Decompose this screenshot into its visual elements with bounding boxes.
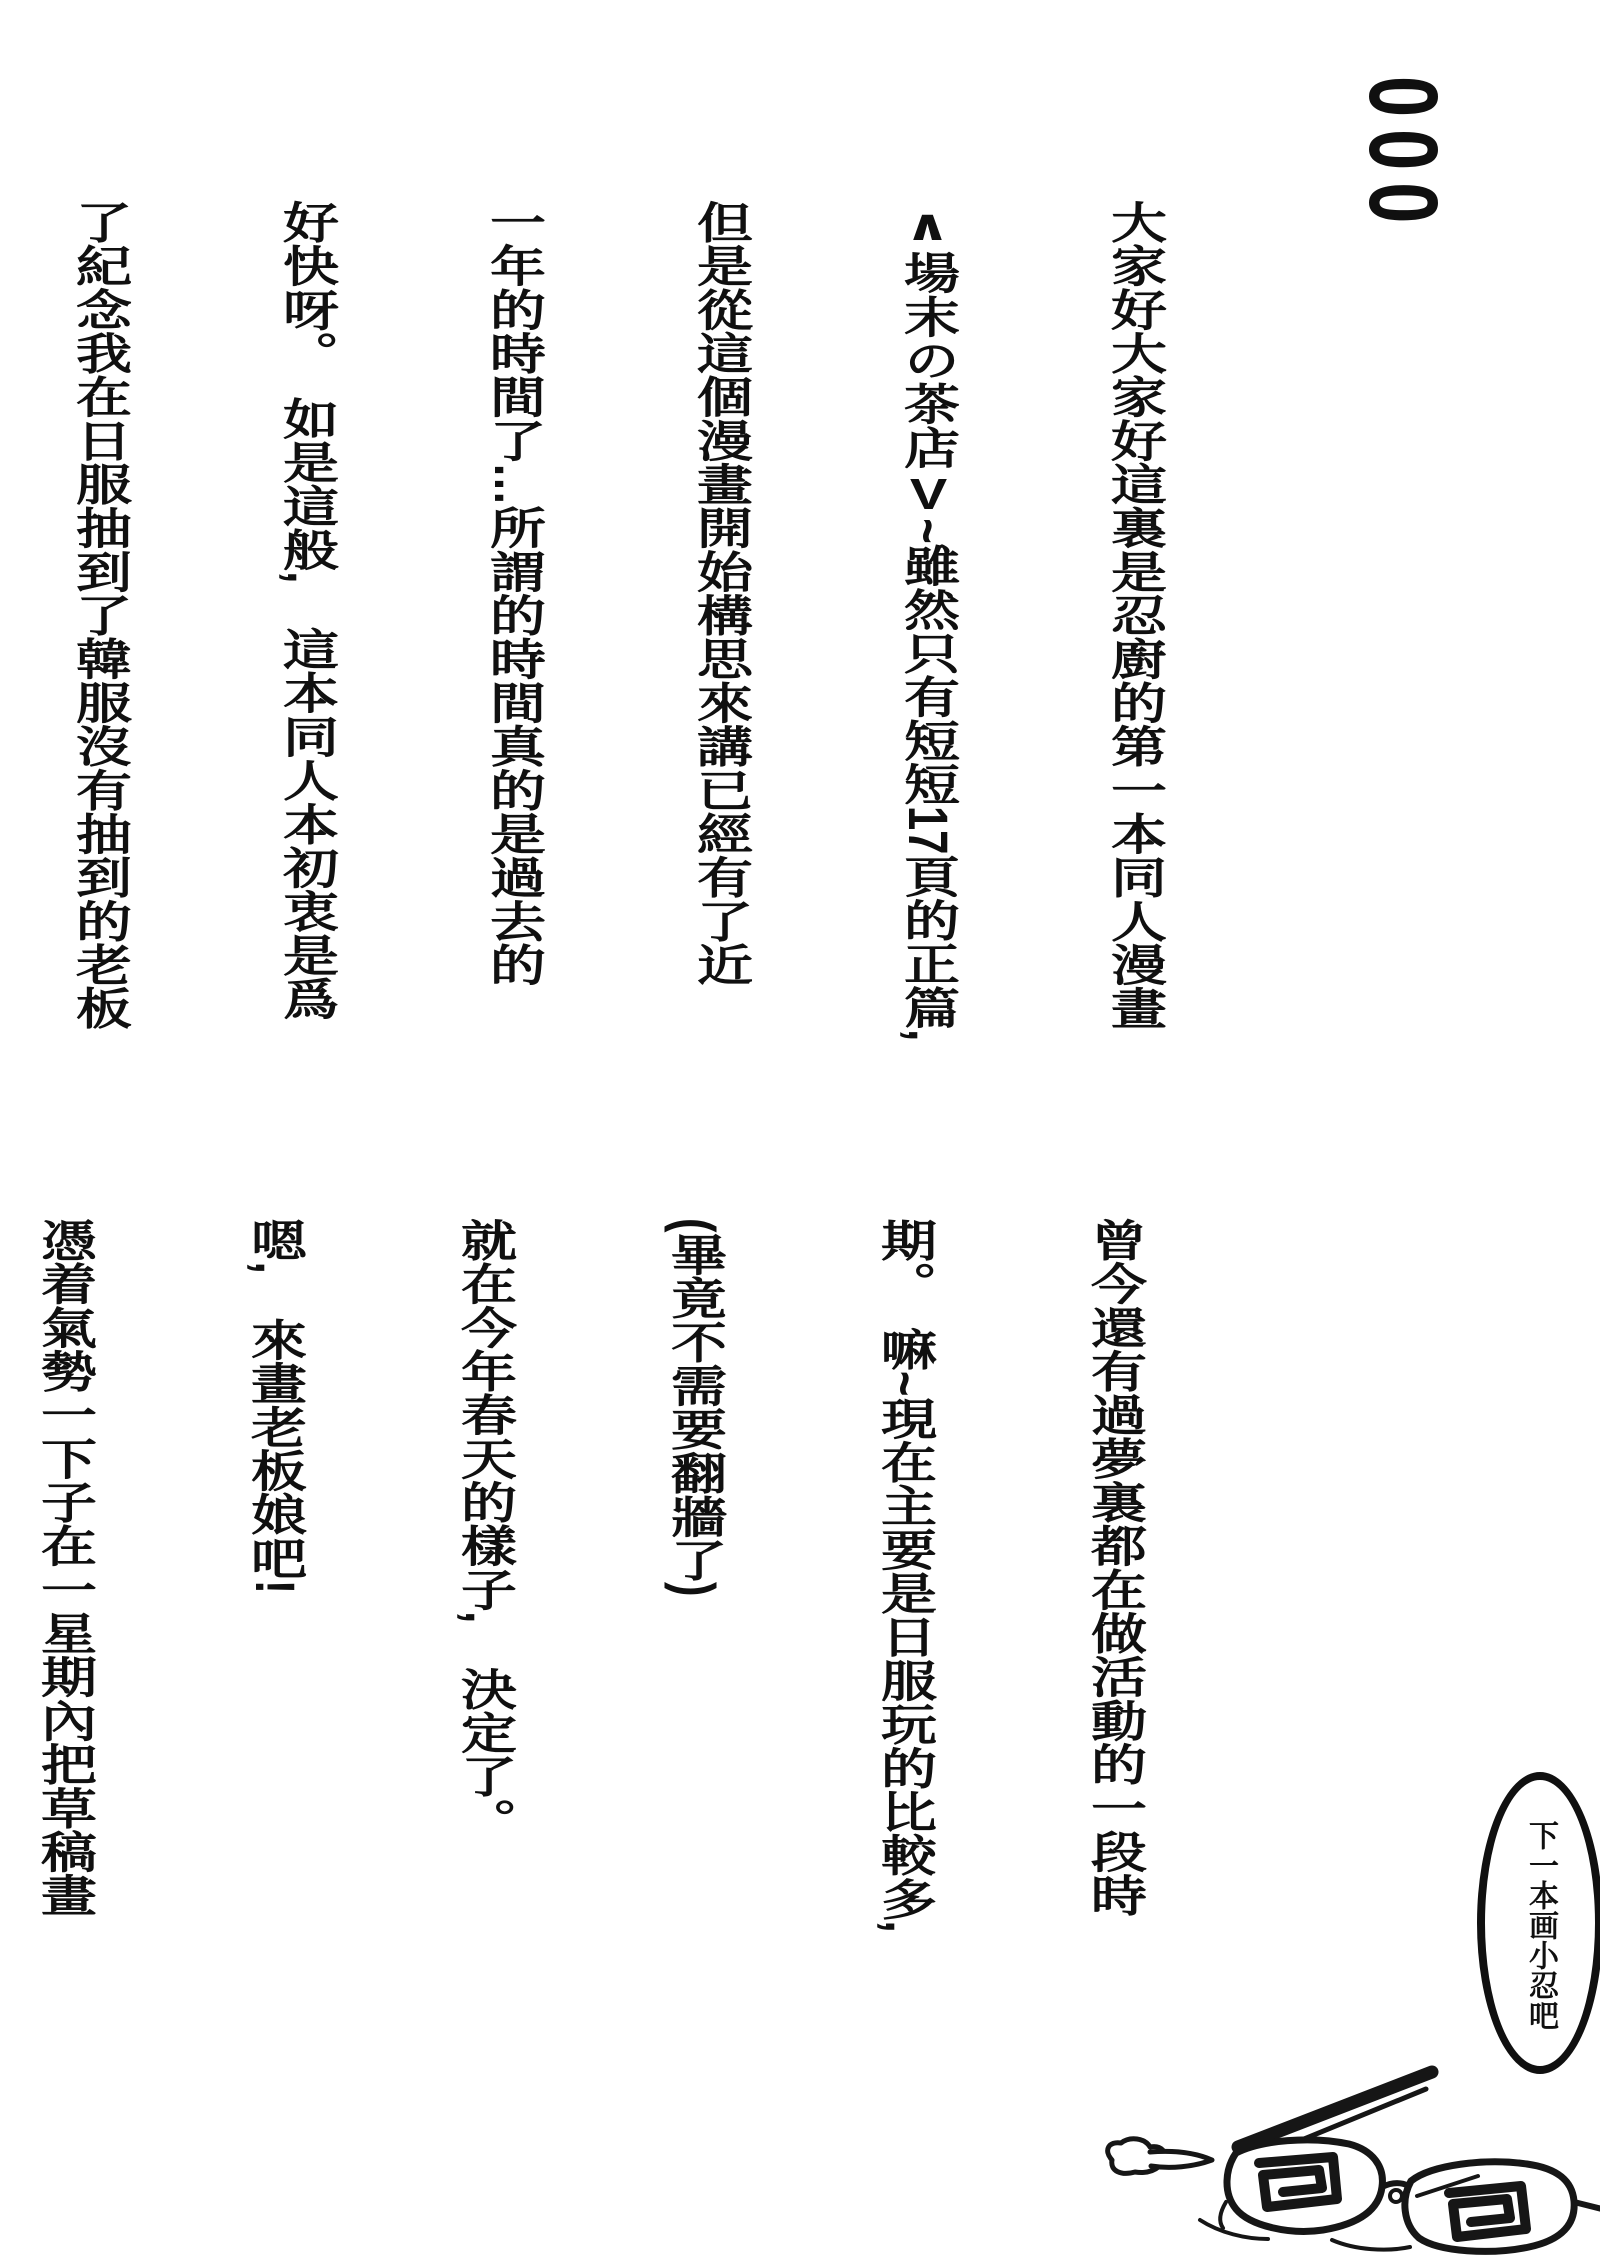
glasses-icon	[1200, 2072, 1600, 2251]
afterword-bottom-block	[0, 1218, 1290, 1970]
pointing-hand-icon	[1108, 2139, 1212, 2174]
afterword-line: 期。 嘛~現在主要是日服玩的比較多,	[874, 1218, 937, 1933]
afterword-line-title	[894, 200, 963, 1052]
afterword-line: 了紀念我在日服抽到了韓服沒有抽到的老板	[69, 200, 132, 1030]
afterword-line: 嗯, 來畫老板娘吧!	[244, 1218, 307, 1595]
afterword-line: 但是從這個漫畫開始構思來講已經有了近	[690, 200, 753, 987]
afterword-line-rest: ~雖然只有短短17頁的正篇,	[897, 518, 960, 1042]
comic-title: 場末の茶店	[897, 250, 960, 470]
temple-right	[1574, 2202, 1600, 2209]
sketch-stroke	[1220, 2202, 1226, 2228]
page-mark: 000	[1348, 76, 1459, 236]
afterword-line: 就在今年春天的樣子, 決定了。	[454, 1218, 517, 1842]
afterword-line: 好快呀。 如是這般, 這本同人本初衷是爲	[276, 200, 339, 1021]
hand-finger	[1150, 2151, 1212, 2167]
afterword-line: 大家好大家好這裏是忍廚的第一本同人漫畫	[1104, 200, 1167, 1030]
temple-arm	[1238, 2072, 1432, 2147]
bracket-close: V	[897, 469, 960, 519]
glasses-sketch	[1050, 1940, 1600, 2255]
afterword-line: 曾今還有過夢裏都在做活動的一段時	[1084, 1218, 1147, 1917]
afterword-top-block	[0, 200, 1308, 1052]
afterword-line: 憑着氣勢一下子在一星期內把草稿畫	[34, 1218, 97, 1917]
bracket-open: ∧	[897, 200, 960, 251]
nose-pad	[1390, 2190, 1402, 2202]
afterword-line: 一年的時間了…所謂的時間真的是過去的	[483, 200, 546, 987]
afterword-line: (畢竟不需要翻牆了)	[664, 1218, 727, 1597]
speech-bubble-text: 下一本画小忍吧	[1524, 1820, 1557, 2030]
sketch-shadow-right	[1332, 2240, 1410, 2250]
